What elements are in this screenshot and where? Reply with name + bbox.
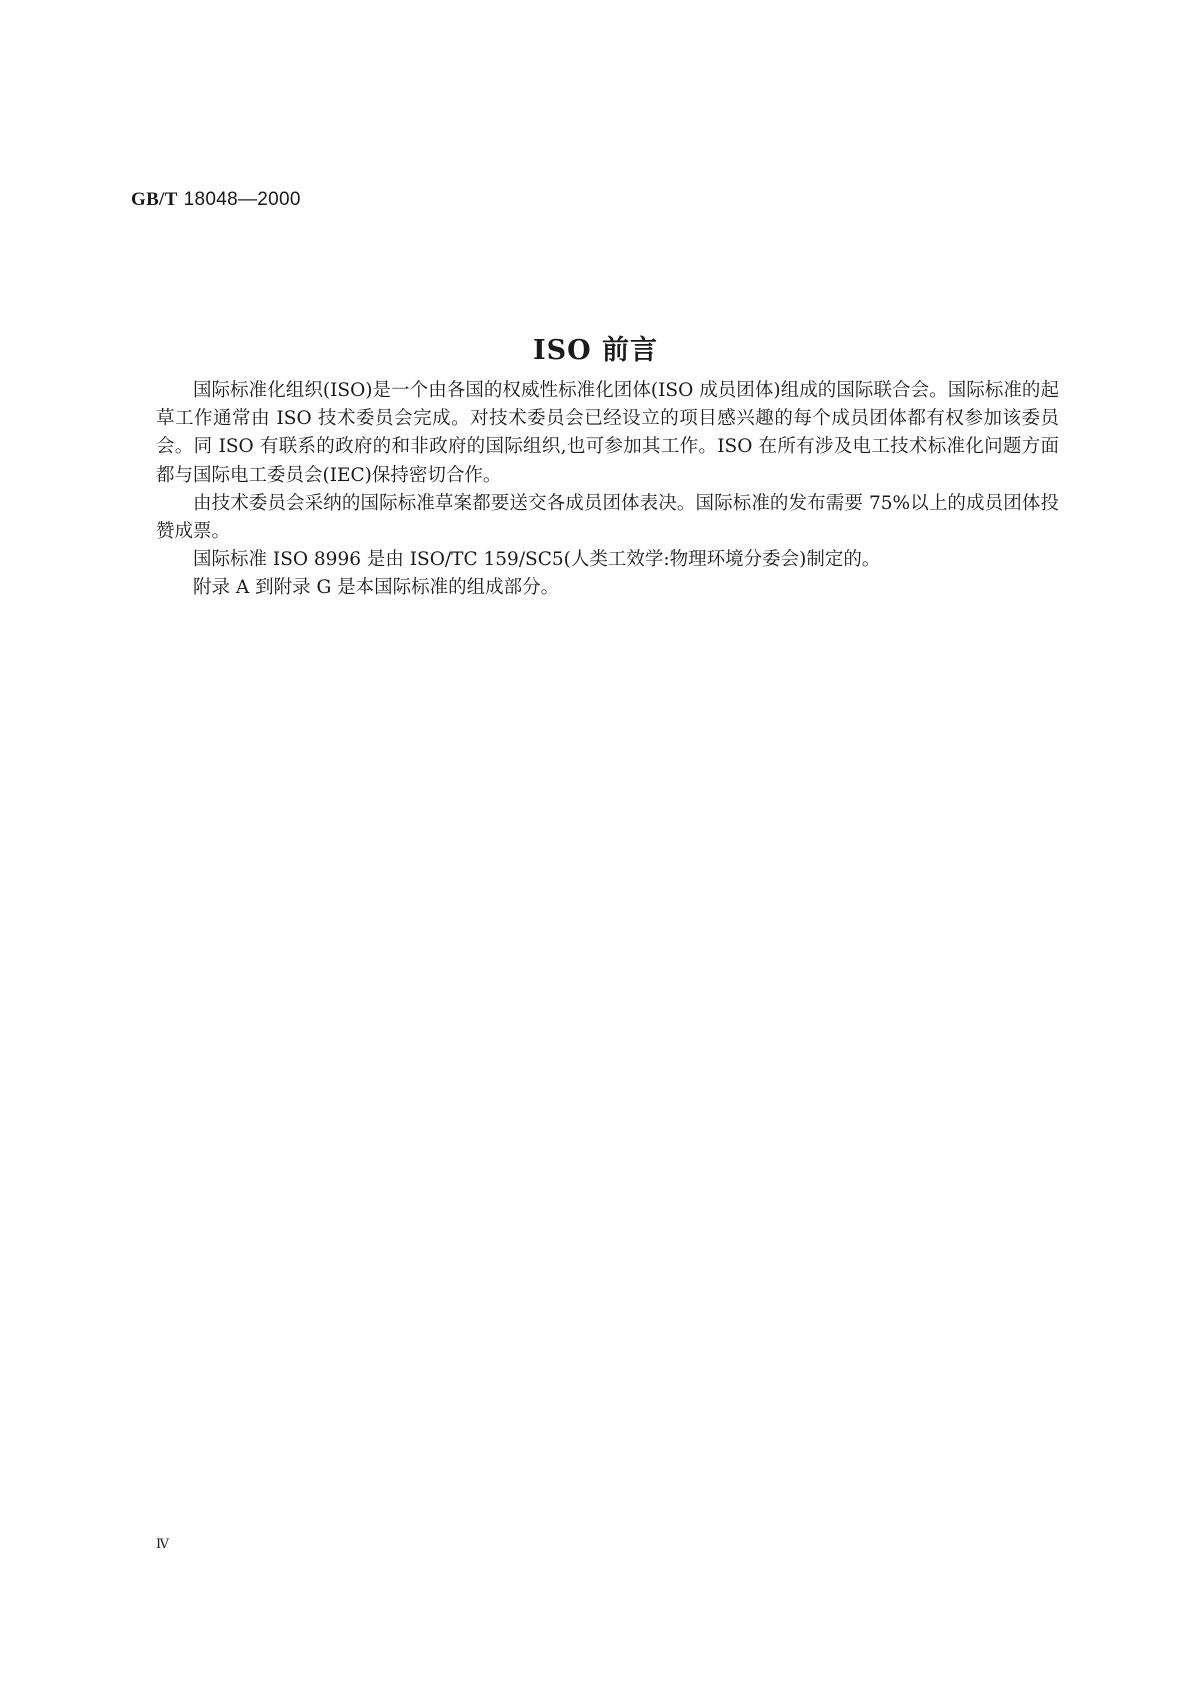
standard-code-header xyxy=(131,188,301,211)
paragraph-voting: 由技术委员会采纳的国际标准草案都要送交各成员团体表决。国际标准的发布需要 75%以上的成员团体投赞成票。 xyxy=(156,492,1059,543)
foreword-body xyxy=(156,377,1059,603)
page-number: Ⅳ xyxy=(156,1537,169,1552)
paragraph-iso-overview: 国际标准化组织(ISO)是一个由各国的权威性标准化团体(ISO 成员团体)组成的国际联合会。国际标准的起草工作通常由 ISO 技术委员会完成。对技术委员会已经设立的项目感兴趣的每个成员团体都有权参加该委员会。同 ISO 有联系的政府的和非政府的国际组织,也可参加其工作。ISO 在所有涉及电工技术标准化问题方面都与国际电工委员会(IEC)保持密切合作。 xyxy=(156,380,1059,486)
paragraph-annexes: 附录 A 到附录 G 是本国际标准的组成部分。 xyxy=(193,577,560,599)
paragraph-prepared-by: 国际标准 ISO 8996 是由 ISO/TC 159/SC5(人类工效学:物理环境分委会)制定的。 xyxy=(193,549,881,571)
standard-code-number: 18048—2000 xyxy=(183,189,301,210)
section-title: ISO 前言 xyxy=(532,335,659,367)
standard-code-prefix: GB/T xyxy=(131,189,178,210)
